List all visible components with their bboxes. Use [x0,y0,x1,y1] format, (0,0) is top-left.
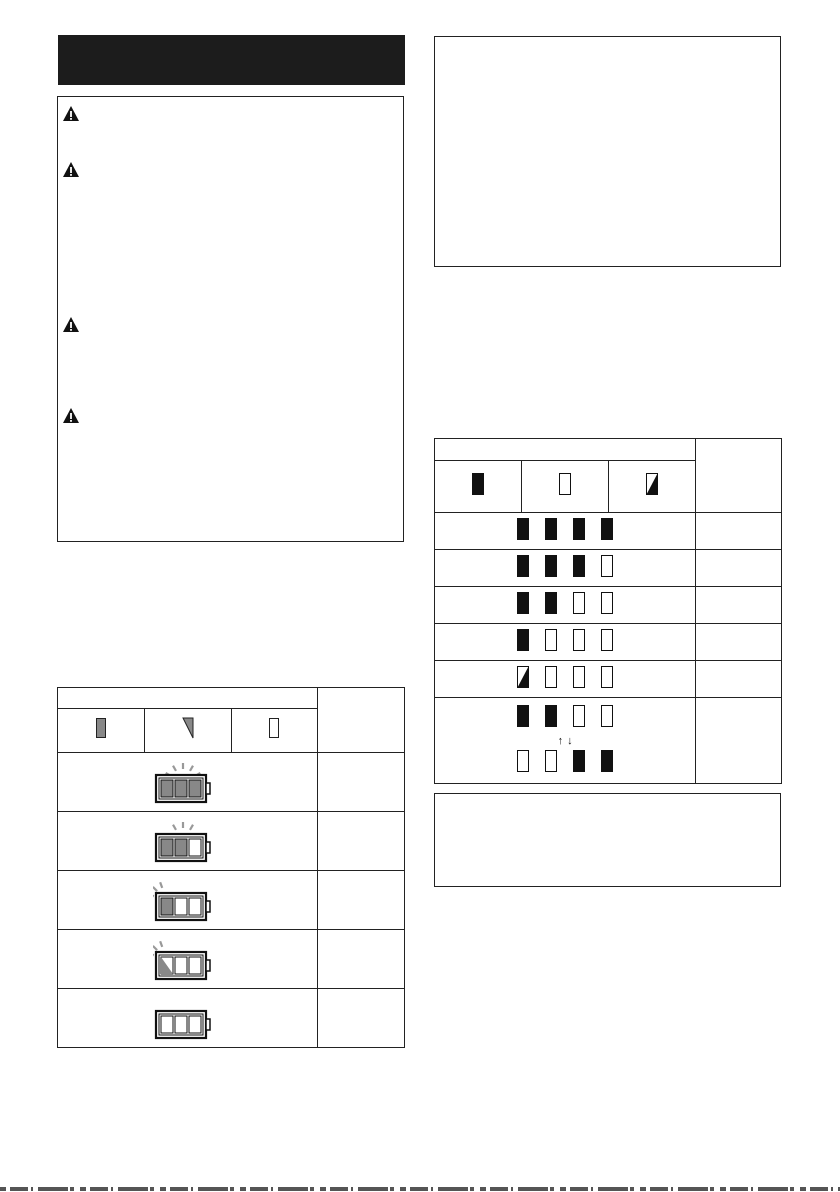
lamp-off-icon [601,666,613,688]
warning-triangle-icon [62,407,80,424]
battery-icon [153,873,223,923]
lamp-on-icon [601,518,613,540]
battery-segment [175,1016,187,1033]
light-ray [173,824,176,829]
lamp-status-cell [435,661,696,698]
table-row [435,661,782,698]
lamp-group [517,592,613,614]
lamp-header-cell [58,688,318,709]
battery-icon [153,932,223,982]
battery-status-cell [58,871,318,930]
battery-segment [189,839,201,856]
lamp-off-icon [573,592,585,614]
lamp-group [517,629,613,651]
lamp-off-icon [573,666,585,688]
lamp-status-cell [435,698,696,784]
lamp-off-legend [522,461,609,513]
lamp-status-cell [435,624,696,661]
lamp-group [517,705,613,727]
remaining-capacity-header [318,688,405,753]
capacity-cell [696,698,782,784]
battery-terminal [206,783,210,794]
warning-triangle-icon [62,316,80,333]
capacity-cell [318,989,405,1048]
battery-segment [161,839,173,856]
battery-segment [175,780,187,797]
lamp-blinking-icon [182,717,194,739]
lamp-off-icon [601,555,613,577]
battery-terminal [206,960,210,971]
capacity-cell [318,930,405,989]
warning-triangle-icon [62,105,80,122]
light-ray [153,886,157,890]
capacity-cell [696,624,782,661]
light-ray [153,953,154,955]
battery-segment [189,957,201,974]
battery-segment [161,898,173,915]
lamp-on-icon [573,555,585,577]
battery-status-cell [58,989,318,1048]
table-row [58,871,405,930]
lamp-off-icon [545,750,557,772]
arrow-up-icon: ↑ [557,734,564,747]
table-row [58,753,405,812]
battery-segment [161,780,173,797]
lamp-blinking-icon [646,473,658,495]
lamp-status-cell [435,513,696,550]
table-row [435,624,782,661]
lamp-off-legend [231,709,318,753]
light-ray [153,894,154,896]
table-row [435,587,782,624]
section-header-bar [58,35,405,85]
light-ray [160,882,162,888]
alternating-arrows [435,734,695,748]
lamp-off-icon [601,629,613,651]
lamp-on-icon [472,473,484,495]
battery-icon [153,755,223,805]
battery-status-cell [58,930,318,989]
battery-terminal [206,901,210,912]
battery-indicator-table [57,687,405,1048]
lamp-on-icon [545,555,557,577]
battery-capacity-header [696,439,782,513]
lamp-on-icon [545,592,557,614]
battery-segment [189,1016,201,1033]
capacity-cell [696,661,782,698]
capacity-cell [318,871,405,930]
battery-segment [175,957,187,974]
battery-segment [189,780,201,797]
table-row [435,513,782,550]
lamp-off-icon [573,705,585,727]
light-ray [190,824,193,829]
tool-indicator-table [434,438,782,784]
lamp-on-icon [517,705,529,727]
note-box-bottom [434,793,781,887]
lamp-on-icon [96,718,106,738]
light-ray [173,765,176,770]
note-box [434,36,781,267]
lamp-on-icon [517,518,529,540]
battery-segment [189,898,201,915]
lamp-blink-legend [609,461,696,513]
lamp-on-icon [517,555,529,577]
table-row [58,989,405,1048]
lamp-group [517,666,613,688]
battery-icon [153,991,223,1041]
lamp-lit-legend [435,461,522,513]
lamp-on-icon [573,750,585,772]
lamp-group [517,750,613,772]
battery-status-cell [58,812,318,871]
battery-status-cell [58,753,318,812]
capacity-cell [318,753,405,812]
lamp-group [517,555,613,577]
lamp-on-icon [573,518,585,540]
lamp-off-icon [269,718,279,738]
lamp-on-icon [601,750,613,772]
battery-segment [175,839,187,856]
lamp-group [517,518,613,540]
lamp-on-legend [58,709,145,753]
lamp-blinking-icon [517,666,529,688]
lamp-on-icon [545,518,557,540]
lamp-off-icon [545,666,557,688]
light-ray [160,941,162,947]
battery-terminal [206,842,210,853]
table-row [435,550,782,587]
table-row [58,930,405,989]
capacity-cell [696,550,782,587]
warning-triangle-icon [62,161,80,178]
lamp-off-icon [559,473,571,495]
lamp-status-cell [435,587,696,624]
light-ray [190,765,193,770]
light-ray [153,945,157,949]
battery-terminal [206,1019,210,1030]
capacity-cell [696,587,782,624]
capacity-cell [696,513,782,550]
capacity-cell [318,812,405,871]
arrow-down-icon: ↓ [567,734,573,747]
table-row [58,812,405,871]
lamp-off-icon [601,705,613,727]
lamp-blinking-legend [144,709,231,753]
lamp-off-icon [601,592,613,614]
lamp-on-icon [517,592,529,614]
lamp-off-icon [517,750,529,772]
warning-box [57,96,404,542]
lamp-off-icon [545,629,557,651]
battery-segment [175,898,187,915]
page-edge-strip [0,1186,840,1192]
indicator-lamp-header [435,439,696,461]
lamp-on-icon [517,629,529,651]
lamp-on-icon [545,705,557,727]
battery-icon [153,814,223,864]
battery-segment [161,1016,173,1033]
table-row [435,698,782,784]
lamp-off-icon [573,629,585,651]
lamp-status-cell [435,550,696,587]
